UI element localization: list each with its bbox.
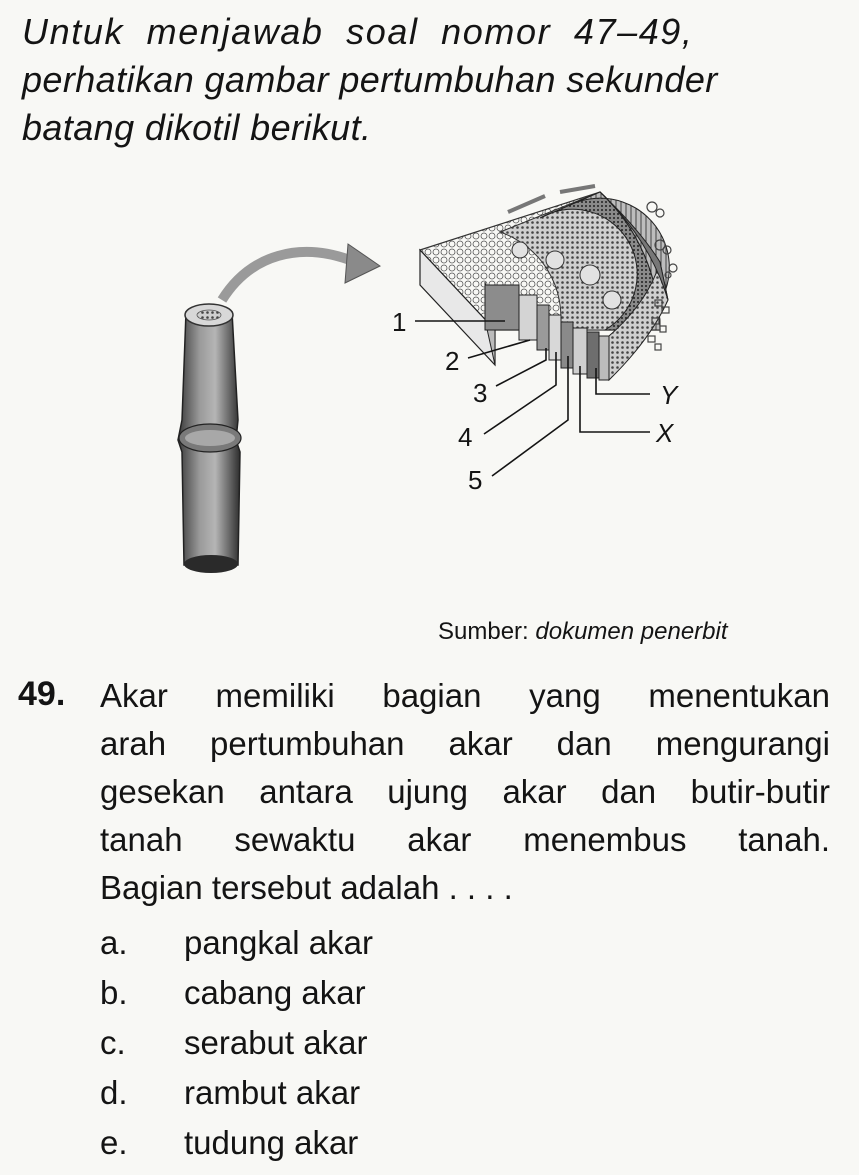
question-line-4: tanah sewaktu akar menembus tanah. xyxy=(100,821,830,858)
option-text: cabang akar xyxy=(184,974,366,1011)
option-letter: d. xyxy=(100,1074,128,1111)
option-letter: c. xyxy=(100,1024,126,1061)
question-line-5: Bagian tersebut adalah . . . . xyxy=(100,869,513,906)
question-line-2: arah pertumbuhan akar dan mengurangi xyxy=(100,725,830,762)
arrow-head-icon xyxy=(345,244,380,283)
label-3: 3 xyxy=(473,378,488,408)
label-y: Y xyxy=(660,380,678,410)
option-letter: e. xyxy=(100,1124,128,1161)
question-number: 49. xyxy=(18,675,66,713)
stem-drawing xyxy=(178,304,241,573)
figure-source xyxy=(438,618,728,646)
stem-secondary-growth-figure xyxy=(0,170,859,600)
option-text: tudung akar xyxy=(184,1124,359,1161)
source-prefix: Sumber: xyxy=(438,618,529,645)
label-1: 1 xyxy=(392,307,407,337)
label-4: 4 xyxy=(458,422,473,452)
intro-text xyxy=(22,8,842,152)
intro-line-3: batang dikotil berikut. xyxy=(22,107,372,148)
figure-drawing xyxy=(0,170,859,600)
curved-arrow xyxy=(222,252,355,300)
source-name: dokumen penerbit xyxy=(535,618,728,645)
option-letter: b. xyxy=(100,974,128,1011)
label-5: 5 xyxy=(468,465,483,495)
intro-line-2: perhatikan gambar pertumbuhan sekunder xyxy=(22,59,718,100)
label-2: 2 xyxy=(445,346,460,376)
option-letter: a. xyxy=(100,924,128,961)
option-text: serabut akar xyxy=(184,1024,368,1061)
intro-line-1: Untuk menjawab soal nomor 47–49, xyxy=(22,11,694,52)
label-x: X xyxy=(656,418,674,448)
option-text: rambut akar xyxy=(184,1074,361,1111)
option-text: pangkal akar xyxy=(184,924,373,961)
question-line-1: Akar memiliki bagian yang menentukan xyxy=(100,677,830,714)
question-text xyxy=(100,672,830,912)
question-line-3: gesekan antara ujung akar dan butir-butir xyxy=(100,773,830,810)
